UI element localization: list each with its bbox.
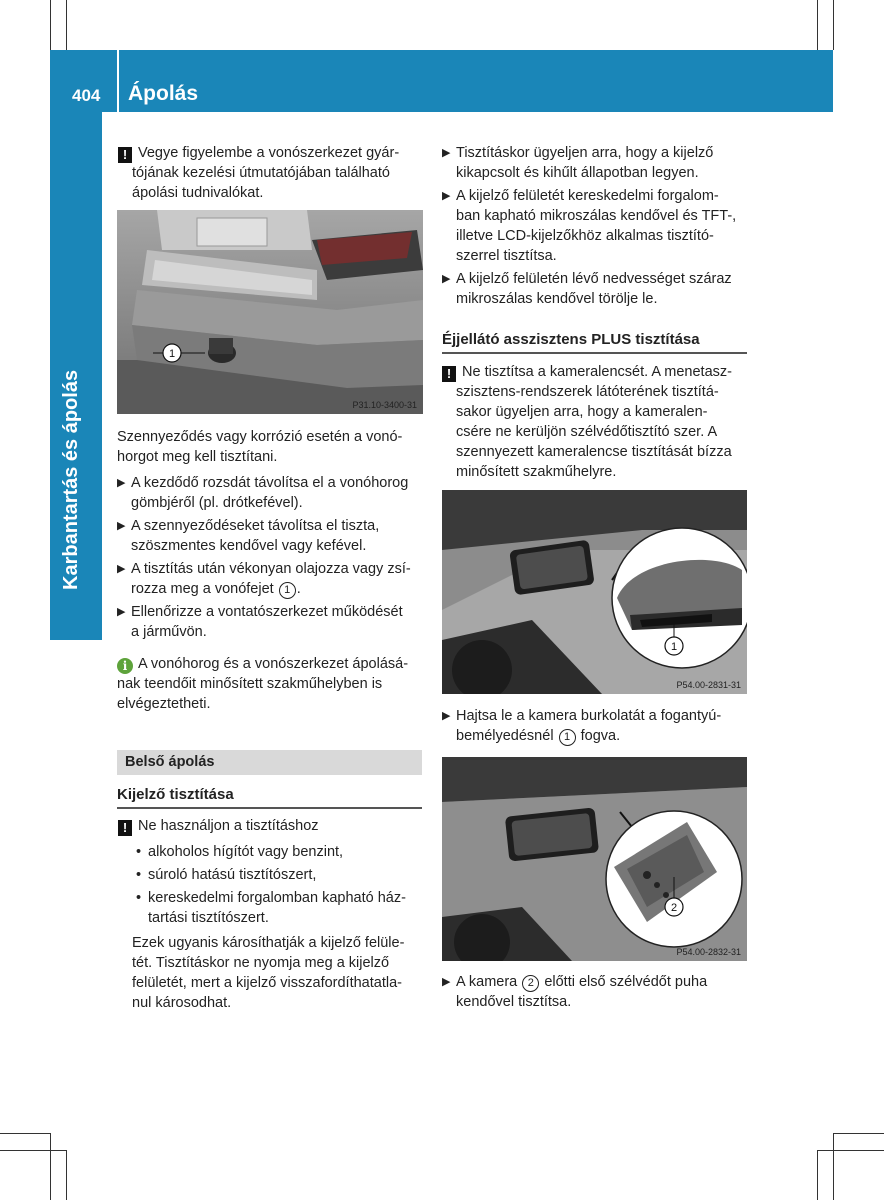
warning-icon: !: [442, 366, 456, 382]
crop-mark: [50, 0, 51, 50]
list-item: • alkoholos hígítót vagy benzint,: [136, 844, 344, 860]
bullet-item: ▶ A kezdődő rozsdát távolítsa el a vonóhorog gömbjéről (pl. drótkefével).: [117, 475, 409, 511]
arrow-icon: ▶: [442, 710, 451, 722]
right-warning: ! Ne tisztítsa a kameralencsét. A menetasz- szisztens-rendszerek látóterének tisztítá- sakor ügyeljen arra, hogy a kameralen- csére ne kerüljön szélvédőtisztító szer. A szennyezett kameralencse tisztítását bízza minősített szakműhelyre.: [442, 362, 752, 482]
header-separator: [117, 50, 119, 112]
fig3-callout: 2: [670, 902, 678, 914]
left-body: Szennyeződés vagy korrózió esetén a vonó- horgot meg kell tisztítani. ▶ A kezdődő rozsdát távolítsa el a vonóhorog gömbjéről (pl. drótkefével). ▶ A szennyeződéseket távolítsa el tiszta, szöszmentes kendővel vagy kefével. ▶ A tisztítás után vékonyan olajozza vagy zsí- rozza meg a vonófejet 1 . ▶ Ellenőrizze a vontatószerkezet működését a járművön. i A vonóhorog és a vonószerkezet ápolásá- nak teendőit minősített szakműhelyben is elvégeztetheti.: [117, 427, 427, 714]
crop-mark: [833, 0, 834, 50]
fig1-callout: 1: [168, 348, 176, 360]
tow-hitch-illustration: [117, 210, 423, 414]
crop-mark: [833, 1133, 834, 1200]
arrow-icon: ▶: [117, 606, 126, 618]
figure-camera-mirror: [442, 490, 747, 694]
info-note: i A vonóhorog és a vonószerkezet ápolásá- nak teendőit minősített szakműhelyben is elvégeztetheti.: [117, 656, 409, 712]
crop-mark: [817, 1150, 818, 1200]
bullet-item: ▶ Tisztításkor ügyeljen arra, hogy a kijelző kikapcsolt és kihűlt állapotban legyen.: [442, 145, 714, 181]
arrow-icon: ▶: [442, 147, 451, 159]
figure-code: P54.00-2832-31: [676, 947, 741, 957]
section-heading: Belső ápolás: [117, 750, 422, 775]
figure-camera-cover: [442, 757, 747, 961]
callout-ref: 1: [559, 729, 576, 746]
heading-rule: [117, 807, 422, 809]
arrow-icon: ▶: [117, 477, 126, 489]
bullet-item: ▶ A tisztítás után vékonyan olajozza vagy zsí- rozza meg a vonófejet 1 .: [117, 561, 411, 597]
arrow-icon: ▶: [442, 190, 451, 202]
right-body-2: [442, 706, 752, 746]
crop-mark: [50, 1133, 51, 1200]
subsection-heading: Éjjellátó asszisztens PLUS tisztítása: [442, 331, 700, 348]
bullet-item: ▶ Ellenőrizze a vontatószerkezet működését a járművön.: [117, 604, 403, 640]
bullet-item: ▶ Hajtsa le a kamera burkolatát a fogantyú- bemélyedésnél 1 fogva.: [442, 708, 722, 744]
camera-cover-illustration: [442, 757, 747, 961]
left-warning-2: ! Ne használjon a tisztításhoz • alkoholos hígítót vagy benzint, • súroló hatású tisztítószert, • kereskedelmi forgalomban kapható ház- tartási tisztítószert. Ezek ugyanis károsíthatják a kijelző felüle- tét. Tisztításkor ne nyomja meg a kijelző felületét, mert a kijelző visszafordíthatatla- nul károsodhat.: [118, 816, 428, 1013]
bullet-item: ▶ A kijelző felületét kereskedelmi forgalom- ban kapható mikroszálas kendővel és TFT-, illetve LCD-kijelzőkhöz alkalmas tisztító- szerrel tisztítsa.: [442, 188, 737, 264]
crop-mark: [817, 1150, 884, 1151]
bullet-item: ▶ A kijelző felületén lévő nedvességet száraz mikroszálas kendővel törölje le.: [442, 271, 732, 307]
list-item: • kereskedelmi forgalomban kapható ház- tartási tisztítószert.: [136, 890, 406, 926]
side-tab-label: Karbantartás és ápolás: [60, 369, 82, 590]
crop-mark: [0, 1150, 66, 1151]
subsection-heading: Kijelző tisztítása: [117, 786, 234, 803]
fig2-callout: 1: [670, 641, 678, 653]
figure-code: P31.10-3400-31: [352, 400, 417, 410]
arrow-icon: ▶: [117, 520, 126, 532]
callout-ref: 1: [279, 582, 296, 599]
bullet-item: ▶ A kamera 2 előtti első szélvédőt puha kendővel tisztítsa.: [442, 974, 708, 1010]
figure-tow-hitch: [117, 210, 423, 414]
crop-mark: [834, 1133, 884, 1134]
arrow-icon: ▶: [117, 563, 126, 575]
callout-ref: 2: [522, 975, 539, 992]
crop-mark: [0, 1133, 50, 1134]
page-number: 404: [72, 86, 101, 105]
crop-mark: [66, 1150, 67, 1200]
arrow-icon: ▶: [442, 273, 451, 285]
bullet-item: ▶ A szennyeződéseket távolítsa el tiszta, szöszmentes kendővel vagy kefével.: [117, 518, 380, 554]
right-body: [442, 143, 752, 309]
page-title: Ápolás: [128, 82, 199, 105]
camera-mirror-illustration: [442, 490, 747, 694]
list-item: • súroló hatású tisztítószert,: [136, 867, 317, 883]
left-warning-1: ! Vegye figyelembe a vonószerkezet gyár- tójának kezelési útmutatójában található ápolási tudnivalókat.: [118, 143, 423, 203]
info-icon: i: [117, 658, 133, 674]
crop-mark: [817, 0, 818, 50]
warning-icon: !: [118, 147, 132, 163]
arrow-icon: ▶: [442, 976, 451, 988]
crop-mark: [66, 0, 67, 50]
heading-rule: [442, 352, 747, 354]
warning-icon: !: [118, 820, 132, 836]
right-body-3: [442, 972, 752, 1012]
figure-code: P54.00-2831-31: [676, 680, 741, 690]
